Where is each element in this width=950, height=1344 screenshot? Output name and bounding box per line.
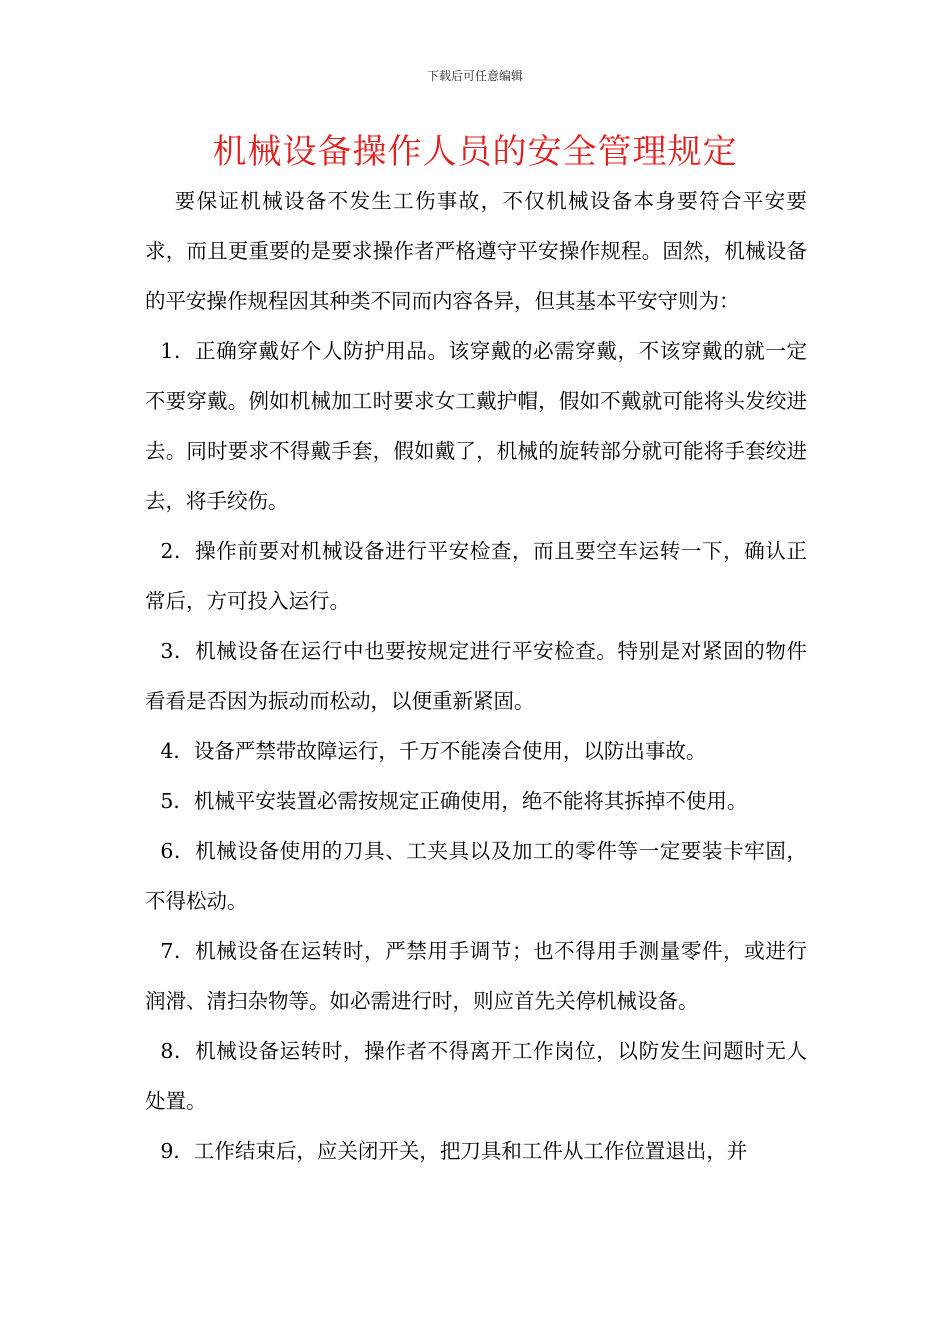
rule-item-3: 3．机械设备在运行中也要按规定进行平安检查。特别是对紧固的物件看看是否因为振动而松动，以便重新紧固。 xyxy=(145,639,807,713)
intro-paragraph: 要保证机械设备不发生工伤事故，不仅机械设备本身要符合平安要求，而且更重要的是要求操作者严格遵守平安操作规程。固然，机械设备的平安操作规程因其种类不同而内容各异，但其基本平安守则为： xyxy=(145,189,807,313)
rule-item-4: 4．设备严禁带故障运行，千万不能凑合使用，以防出事故。 xyxy=(160,739,707,763)
page-title: 机械设备操作人员的安全管理规定 xyxy=(212,132,738,172)
rule-item-8: 8．机械设备运转时，操作者不得离开工作岗位，以防发生问题时无人处置。 xyxy=(145,1039,807,1113)
rule-item-5: 5．机械平安装置必需按规定正确使用，绝不能将其拆掉不使用。 xyxy=(160,789,748,813)
header-note: 下载后可任意编辑 xyxy=(426,69,523,83)
rule-item-7: 7．机械设备在运转时，严禁用手调节；也不得用手测量零件，或进行润滑、清扫杂物等。如必需进行时，则应首先关停机械设备。 xyxy=(145,939,807,1013)
rule-item-6: 6．机械设备使用的刀具、工夹具以及加工的零件等一定要装卡牢固，不得松动。 xyxy=(145,839,807,913)
document-body xyxy=(145,176,807,1176)
rule-item-9: 9．工作结束后，应关闭开关，把刀具和工件从工作位置退出，并 xyxy=(160,1139,748,1163)
rule-item-2: 2．操作前要对机械设备进行平安检查，而且要空车运转一下，确认正常后，方可投入运行。 xyxy=(145,539,807,613)
rule-item-1: 1．正确穿戴好个人防护用品。该穿戴的必需穿戴，不该穿戴的就一定不要穿戴。例如机械加工时要求女工戴护帽，假如不戴就可能将头发绞进去。同时要求不得戴手套，假如戴了，机械的旋转部分就可能将手套绞进去，将手绞伤。 xyxy=(145,339,807,513)
